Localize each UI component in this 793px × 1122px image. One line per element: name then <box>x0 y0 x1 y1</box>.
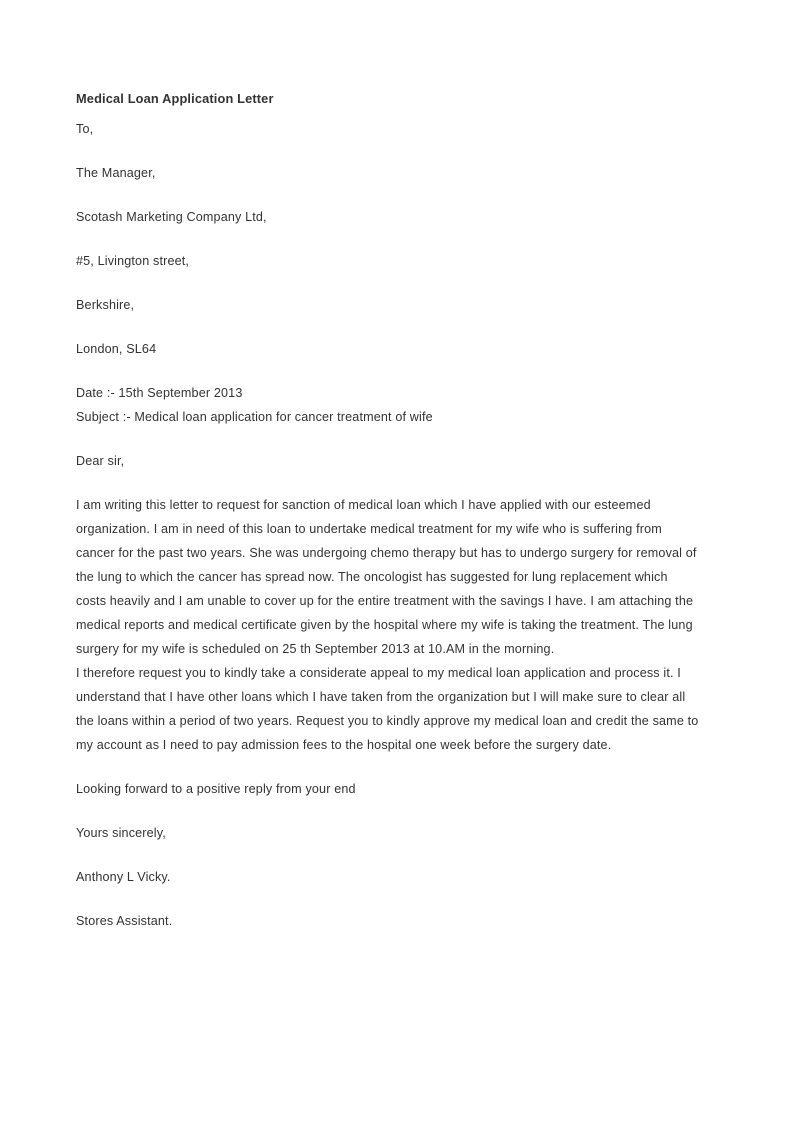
body-paragraph-2 <box>76 661 726 757</box>
recipient-to: To, <box>76 122 94 136</box>
paragraph-line: medical reports and medical certificate given by the hospital where my wife is taking the treatment. The lung <box>76 618 693 632</box>
recipient-name: The Manager, <box>76 166 156 180</box>
letter-subject: Subject :- Medical loan application for cancer treatment of wife <box>76 410 433 424</box>
paragraph-line: the loans within a period of two years. Request you to kindly approve my medical loan and credit the same to <box>76 714 699 728</box>
sign-off: Yours sincerely, <box>76 826 166 840</box>
recipient-city: London, SL64 <box>76 342 157 356</box>
paragraph-line: the lung to which the cancer has spread now. The oncologist has suggested for lung replacement which <box>76 570 668 584</box>
paragraph-line: I am writing this letter to request for sanction of medical loan which I have applied with our esteemed <box>76 498 651 512</box>
paragraph-line: cancer for the past two years. She was undergoing chemo therapy but has to undergo surgery for removal of <box>76 546 697 560</box>
sender-title: Stores Assistant. <box>76 914 173 928</box>
body-paragraph-1 <box>76 493 726 661</box>
paragraph-line: I therefore request you to kindly take a considerate appeal to my medical loan application and process it. I <box>76 666 681 680</box>
paragraph-line: understand that I have other loans which I have taken from the organization but I will make sure to clear all <box>76 690 686 704</box>
recipient-company: Scotash Marketing Company Ltd, <box>76 210 267 224</box>
recipient-county: Berkshire, <box>76 298 135 312</box>
sender-name: Anthony L Vicky. <box>76 870 171 884</box>
closing-line: Looking forward to a positive reply from your end <box>76 782 356 796</box>
document-title: Medical Loan Application Letter <box>76 91 274 106</box>
recipient-street: #5, Livington street, <box>76 254 190 268</box>
paragraph-line: my account as I need to pay admission fees to the hospital one week before the surgery date. <box>76 738 612 752</box>
letter-greeting: Dear sir, <box>76 454 125 468</box>
paragraph-line: costs heavily and I am unable to cover up for the entire treatment with the savings I have. I am attaching the <box>76 594 694 608</box>
letter-date: Date :- 15th September 2013 <box>76 386 243 400</box>
paragraph-line: organization. I am in need of this loan to undertake medical treatment for my wife who is suffering from <box>76 522 662 536</box>
paragraph-line: surgery for my wife is scheduled on 25 th September 2013 at 10.AM in the morning. <box>76 642 555 656</box>
